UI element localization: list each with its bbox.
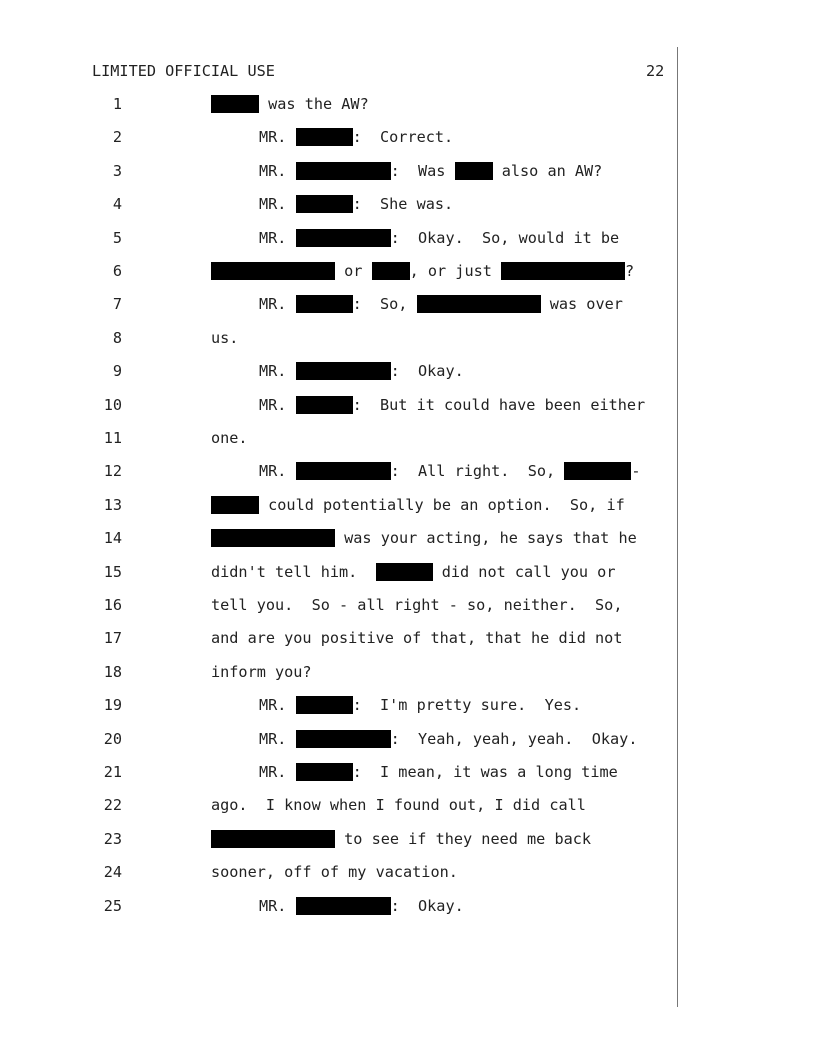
redaction-block [376,563,433,581]
transcript-line [211,830,591,848]
transcript-line [259,696,581,714]
transcript-line [211,863,458,881]
text-segment: MR. [259,696,296,715]
transcript-line [211,329,238,347]
redaction-block [296,462,391,480]
transcript-line [259,396,645,414]
transcript-line [211,663,312,681]
line-number: 19 [103,696,122,715]
text-segment: and are you positive of that, that he did not [211,629,623,648]
transcript-line [211,596,622,614]
transcript-line [259,128,453,146]
redaction-block [296,897,391,915]
text-segment: or [335,262,372,280]
redaction-block [296,696,353,714]
line-number: 4 [112,195,122,214]
text-segment: did not call you or [432,562,616,581]
transcript-line [259,462,640,480]
line-number: 23 [103,829,122,848]
line-number: 18 [103,662,122,681]
line-number: 9 [112,362,122,381]
text-segment: MR. [259,395,296,414]
line-number: 12 [103,462,122,481]
text-segment: to see if they need me back [335,829,592,848]
line-number: 8 [112,328,122,347]
redaction-block [211,529,335,547]
redaction-block [296,295,353,313]
text-segment: MR. [259,896,296,915]
text-segment: : But it could have been either [352,395,646,414]
transcript-line [259,362,464,380]
text-segment: : Was [390,161,455,180]
redaction-block [211,830,335,848]
page-number: 22 [646,62,665,80]
text-segment: MR. [259,462,296,481]
transcript-line [259,730,637,748]
line-number: 21 [103,763,122,781]
text-segment: ? [625,262,635,280]
redaction-block [296,730,391,748]
transcript-line [259,763,618,781]
text-segment: : Okay. [390,362,464,381]
line-number: 5 [112,228,122,247]
line-number: 7 [112,295,122,314]
line-number: 20 [103,729,122,748]
redaction-block [564,462,631,480]
line-number: 1 [112,95,122,113]
line-number: 10 [103,395,122,414]
line-number: 25 [103,896,122,915]
line-number: 11 [103,429,122,447]
text-segment: , or just [409,262,502,280]
redaction-block [296,128,353,146]
text-segment: was your acting, he says that he [335,529,637,548]
text-segment: : Yeah, yeah, yeah. Okay. [390,729,638,748]
transcript-line [211,429,248,447]
redaction-block [211,496,259,514]
line-number: 13 [103,495,122,514]
transcript-line [211,629,622,647]
text-segment: MR. [259,228,296,247]
transcript-line [259,295,623,313]
text-segment: : Correct. [352,128,454,147]
text-segment: : So, [352,295,417,314]
text-segment: MR. [259,763,296,781]
text-segment: MR. [259,195,296,214]
redaction-block [417,295,541,313]
right-margin-rule [677,47,678,1007]
text-segment: ago. I know when I found out, I did call [211,796,586,815]
transcript-line [259,195,453,213]
transcript-line [211,496,625,514]
text-segment: : Okay. [390,896,464,915]
transcript-line [259,162,602,180]
line-number: 2 [112,128,122,147]
redaction-block [296,162,391,180]
text-segment: us. [211,328,239,347]
text-segment: MR. [259,128,296,147]
text-segment: inform you? [211,662,312,681]
redaction-block [372,262,410,280]
redaction-block [296,229,391,247]
line-number: 3 [112,161,122,180]
redaction-block [296,396,353,414]
text-segment: was over [540,295,623,314]
line-number: 6 [112,262,122,280]
text-segment: MR. [259,161,296,180]
redaction-block [211,262,335,280]
redaction-block [296,195,353,213]
text-segment: tell you. So - all right - so, neither. So, [211,596,623,614]
redaction-block [455,162,493,180]
transcript-line [211,262,634,280]
line-number: 15 [103,562,122,581]
text-segment: was the AW? [259,95,369,113]
transcript-line [211,796,586,814]
line-number: 22 [103,796,122,815]
text-segment: : All right. So, [390,462,565,481]
text-segment: : I mean, it was a long time [352,763,618,781]
line-number: 14 [103,529,122,548]
redaction-block [296,362,391,380]
redaction-block [296,763,353,781]
transcript-line [259,897,464,915]
text-segment: also an AW? [492,161,603,180]
text-segment: MR. [259,362,296,381]
transcript-line [211,95,369,113]
text-segment: MR. [259,729,296,748]
transcript-line [259,229,619,247]
text-segment: : I'm pretty sure. Yes. [352,696,582,715]
line-number: 17 [103,629,122,648]
redaction-block [501,262,625,280]
text-segment: - [631,462,641,481]
text-segment: MR. [259,295,296,314]
text-segment: didn't tell him. [211,562,376,581]
line-number: 16 [103,596,122,614]
redaction-block [211,95,259,113]
transcript-line [211,563,615,581]
text-segment: : She was. [352,195,454,214]
text-segment: : Okay. So, would it be [390,228,620,247]
text-segment: sooner, off of my vacation. [211,863,458,882]
text-segment: one. [211,429,248,447]
transcript-line [211,529,637,547]
text-segment: could potentially be an option. So, if [259,495,625,514]
line-number: 24 [103,863,122,882]
classification-header: LIMITED OFFICIAL USE [92,62,275,80]
